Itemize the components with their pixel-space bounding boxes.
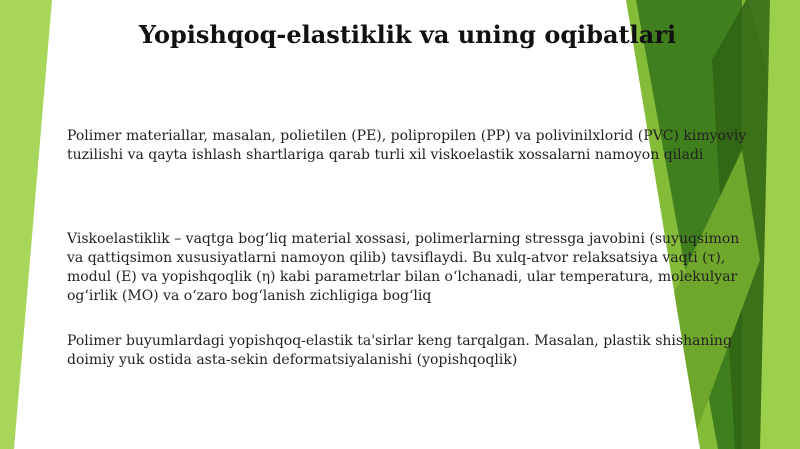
paragraph-viscoelasticity: Viskoelastiklik – vaqtga bog‘liq material xossasi, polimerlarning stressga javobini (suyuqsimon va qattiqsimon xususiyatlarni namoyon qilib) tavsiflaydi. Bu xulq-atvor relaksatsiya vaqti (τ), modul (E) va yopishqoqlik (η) kabi parametrlar bilan o‘lchanadi, ular temperatura, molekulyar og‘irlik (MO) va o‘zaro bog‘lanish zichligiga bog‘liq bbox=[67, 231, 740, 304]
paragraph-polymer-materials: Polimer materiallar, masalan, polietilen (PE), polipropilen (PP) va polivinilxlorid (PVC) kimyoviy tuzilishi va qayta ishlash shartlariga qarab turli xil viskoelastik xossalarni namoyon qiladi bbox=[67, 128, 747, 163]
paragraph-viscoelastic-effects: Polimer buyumlardagi yopishqoq-elastik ta'sirlar keng tarqalgan. Masalan, plastik shishaning doimiy yuk ostida asta-sekin deformatsiyalanishi (yopishqoqlik) bbox=[67, 333, 732, 368]
slide-title: Yopishqoq-elastiklik va uning oqibatlari bbox=[138, 20, 677, 49]
